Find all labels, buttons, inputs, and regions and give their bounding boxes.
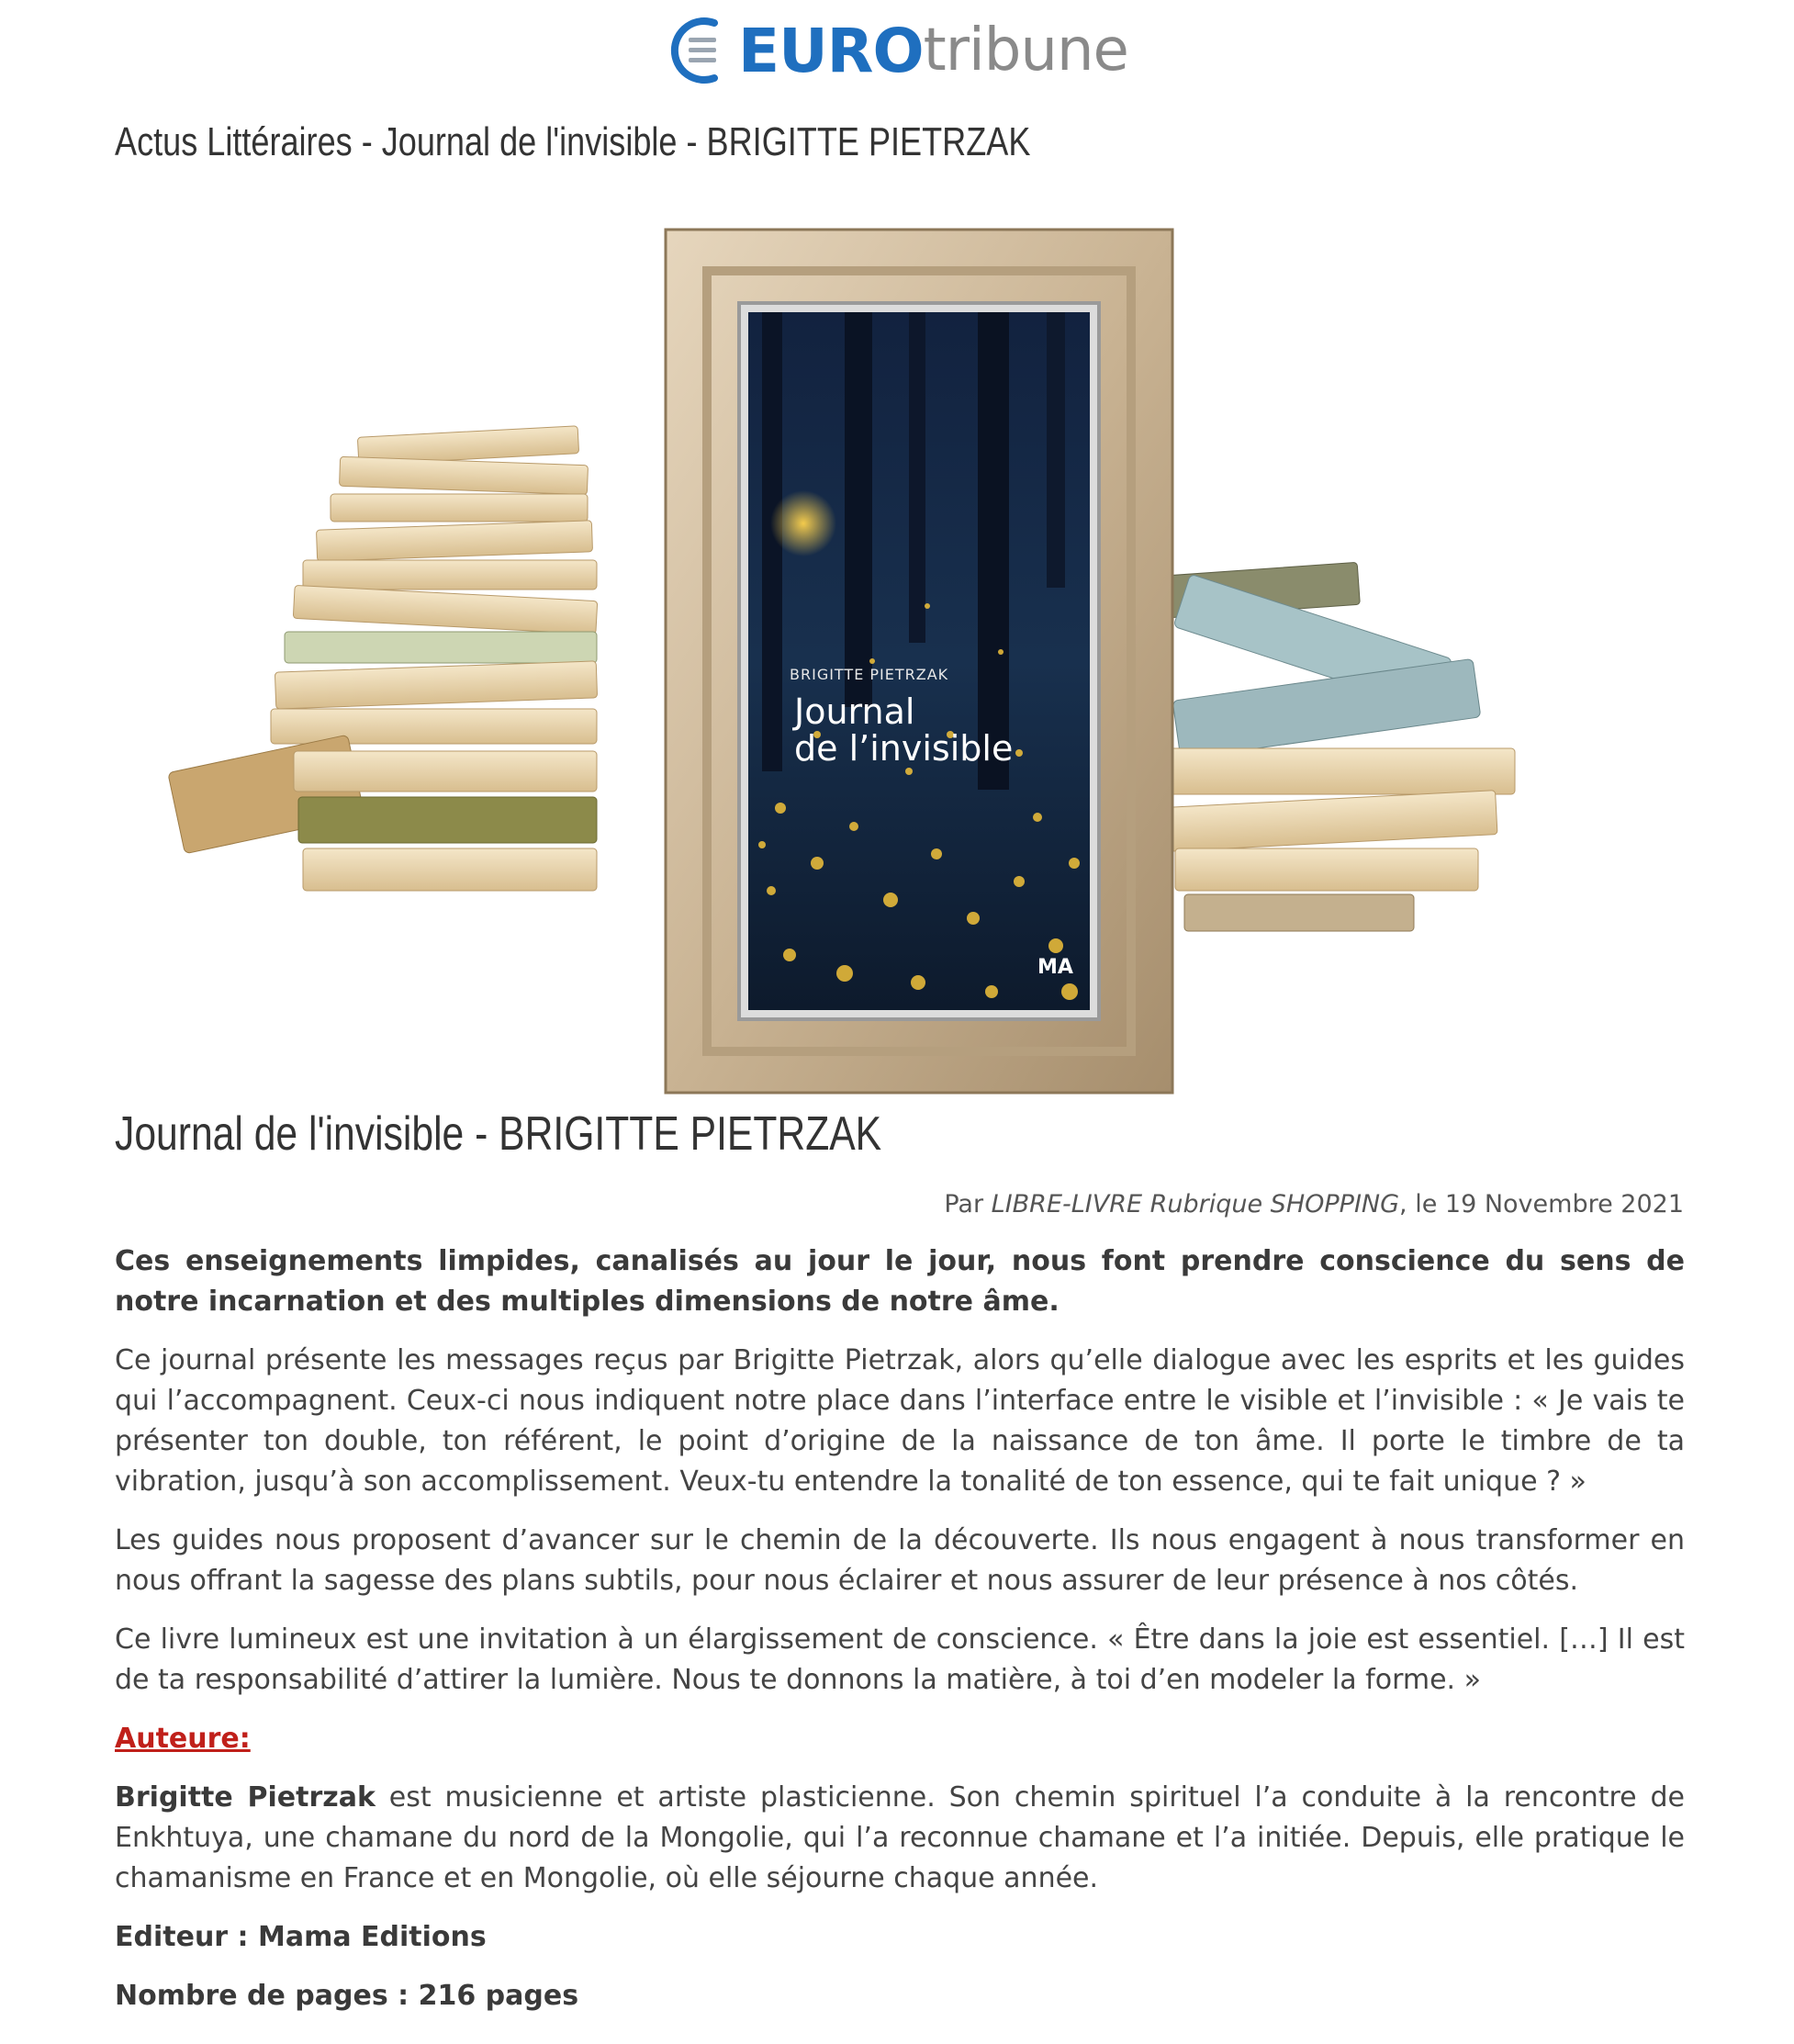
article-paragraph: Les guides nous proposent d’avancer sur le chemin de la découverte. Ils nous engagent à nous transformer en nous offrant la sagesse des plans subtils, pour nous éclairer et nous assurer de leur présence à nos côtés.	[115, 1524, 1685, 1597]
left-book-stack	[168, 426, 598, 891]
article-title: Journal de l'invisible - BRIGITTE PIETRZAK	[115, 1107, 882, 1161]
article-paragraph: Ce journal présente les messages reçus par Brigitte Pietrzak, alors qu’elle dialogue avec les esprits et les guides qui l’accompagnent. Ceux-ci nous indiquent notre place dans l’interface entre le visible et l’invisible : « Je vais te présenter ton double, ton référent, le point d’origine de la naissance de ton âme. Il porte le timbre de ta vibration, jusqu’à son accomplissement. Veux-tu entendre la tonalité de ton essence, qui te fait unique ? »	[115, 1344, 1685, 1498]
cover-title-line1: Journal	[794, 691, 915, 732]
article-paragraph: Ce livre lumineux est une invitation à un élargissement de conscience. « Être dans la joie est essentiel. […] Il est de ta responsabilité d’attirer la lumière. Nous te donnons la matière, à toi d’en modeler la forme. »	[115, 1623, 1685, 1696]
book-cover-illustration	[119, 220, 1699, 1102]
article-body	[115, 1241, 1685, 2035]
article-lead: Ces enseignements limpides, canalisés au jour le jour, nous font prendre conscience du sens de notre incarnation et des multiples dimensions de notre âme.	[115, 1245, 1685, 1318]
author-bio-text: est musicienne et artiste plasticienne. Son chemin spirituel l’a conduite à la rencontre de Enkhtuya, une chamane du nord de la Mongolie, qui l’a reconnue chamane et l’a initiée. Depuis, elle pratique le chamanisme en France et en Mongolie, où elle séjourne chaque année.	[115, 1781, 1685, 1894]
logo-euro-text: EURO	[738, 15, 924, 86]
byline-date: , le 19 Novembre 2021	[1399, 1190, 1684, 1219]
logo-tribune-text: tribune	[923, 17, 1128, 84]
byline-prefix: Par	[944, 1190, 992, 1219]
article-byline	[944, 1190, 1684, 1219]
byline-author[interactable]: LIBRE-LIVRE Rubrique SHOPPING	[991, 1190, 1400, 1219]
author-name: Brigitte Pietrzak	[115, 1781, 376, 1814]
editor-info: Editeur : Mama Editions	[115, 1921, 487, 1953]
site-logo[interactable]	[667, 11, 1128, 90]
book-cover	[748, 312, 1090, 1010]
cover-author: BRIGITTE PIETRZAK	[790, 666, 949, 683]
cover-title-line2: de l’invisible	[794, 728, 1014, 769]
document-lines-icon	[667, 14, 733, 87]
page-count: Nombre de pages : 216 pages	[115, 1980, 579, 2012]
right-book-stack	[1156, 562, 1515, 931]
publisher-logo: MA	[1037, 956, 1073, 979]
author-section-heading	[115, 1719, 1685, 1759]
author-section-label: Auteure:	[115, 1723, 251, 1755]
page-heading: Actus Littéraires - Journal de l'invisible - BRIGITTE PIETRZAK	[115, 119, 1031, 164]
author-bio	[115, 1778, 1685, 1899]
